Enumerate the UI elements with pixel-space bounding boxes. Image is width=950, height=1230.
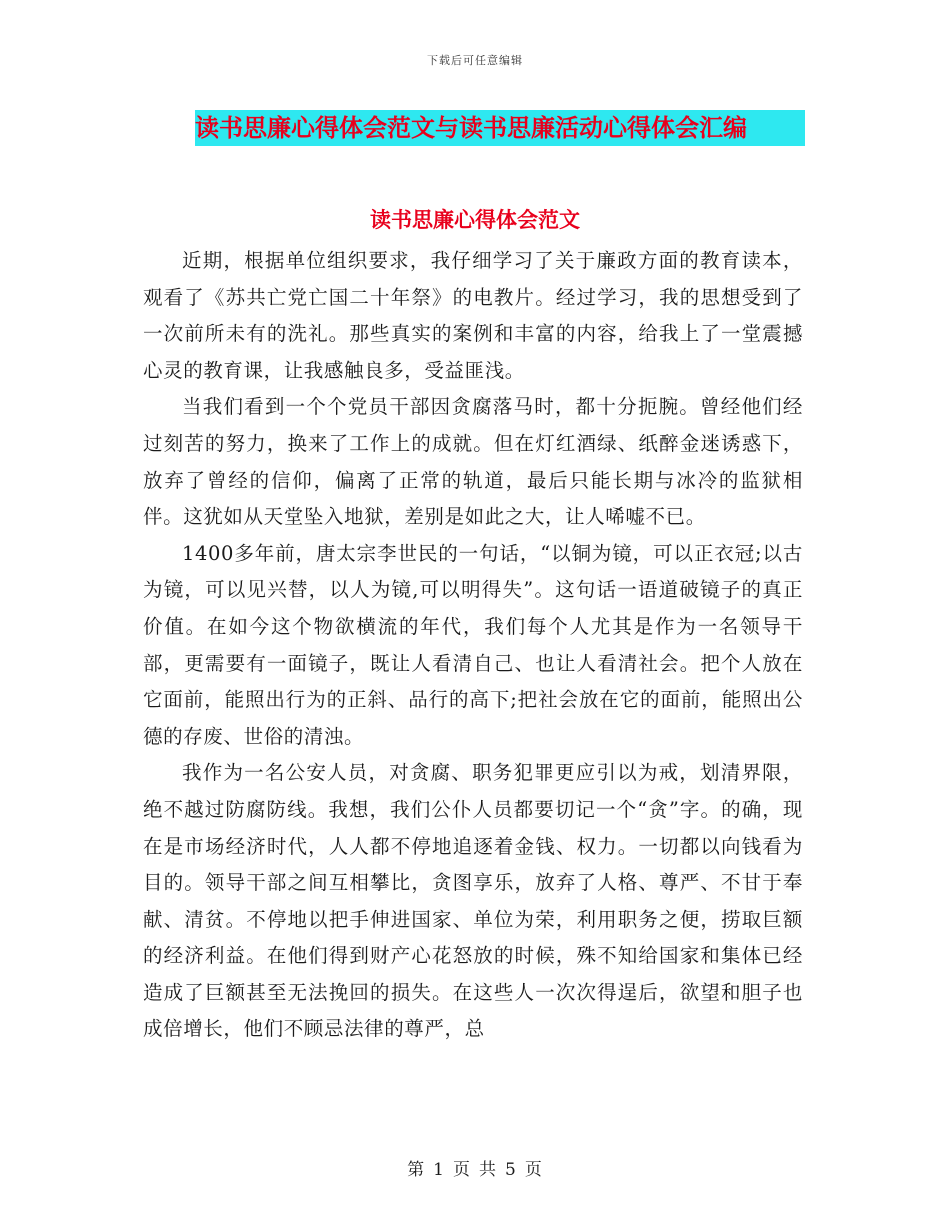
page-footer (0, 1155, 950, 1180)
paragraph: 我作为一名公安人员，对贪腐、职务犯罪更应引以为戒，划清界限，绝不越过防腐防线。我想，我们公仆人员都要切记一个“贪”字。的确，现在是市场经济时代，人人都不停地追逐着金钱、权力。一切都以向钱看为目的。领导干部之间互相攀比，贪图享乐，放弃了人格、尊严、不甘于奉献、清贫。不停地以把手伸进国家、单位为荣，利用职务之便，捞取巨额的经济利益。在他们得到财产心花怒放的时候，殊不知给国家和集体已经造成了巨额甚至无法挽回的损失。在这些人一次次得逞后，欲望和胆子也成倍增长，他们不顾忌法律的尊严，总 (143, 761, 803, 1041)
section-title: 读书思廉心得体会范文 (370, 208, 580, 232)
footer-page-current: 1 (433, 1160, 445, 1180)
paragraph: 当我们看到一个个党员干部因贪腐落马时，都十分扼腕。曾经他们经过刻苦的努力，换来了工作上的成就。但在灯红酒绿、纸醉金迷诱惑下，放弃了曾经的信仰，偏离了正常的轨道，最后只能长期与冰冷的监狱相伴。这犹如从天堂坠入地狱，差别是如此之大，让人唏嘘不已。 (143, 395, 803, 529)
document-title: 读书思廉心得体会范文与读书思廉活动心得体会汇编 (195, 114, 747, 142)
footer-page-prefix: 第 (407, 1160, 426, 1180)
paragraph: 1400多年前，唐太宗李世民的一句话，“以铜为镜，可以正衣冠;以古为镜，可以见兴替，以人为镜,可以明得失”。这句话一语道破镜子的真正价值。在如今这个物欲横流的年代，我们每个人尤其是作为一名领导干部，更需要有一面镜子，既让人看清自己、也让人看清社会。把个人放在它面前，能照出行为的正斜、品行的高下;把社会放在它的面前，能照出公德的存废、世俗的清浊。 (143, 541, 803, 748)
paragraph: 近期，根据单位组织要求，我仔细学习了关于廉政方面的教育读本，观看了《苏共亡党亡国二十年祭》的电教片。经过学习，我的思想受到了一次前所未有的洗礼。那些真实的案例和丰富的内容，给我上了一堂震撼心灵的教育课，让我感触良多，受益匪浅。 (143, 249, 803, 382)
footer-page-mid: 页 (453, 1160, 471, 1180)
footer-page-suffix: 页 (524, 1160, 543, 1180)
footer-total-prefix: 共 (479, 1160, 497, 1180)
footer-page-total: 5 (505, 1160, 517, 1180)
document-body (143, 243, 803, 1048)
page-header-note: 下载后可任意编辑 (427, 54, 523, 67)
